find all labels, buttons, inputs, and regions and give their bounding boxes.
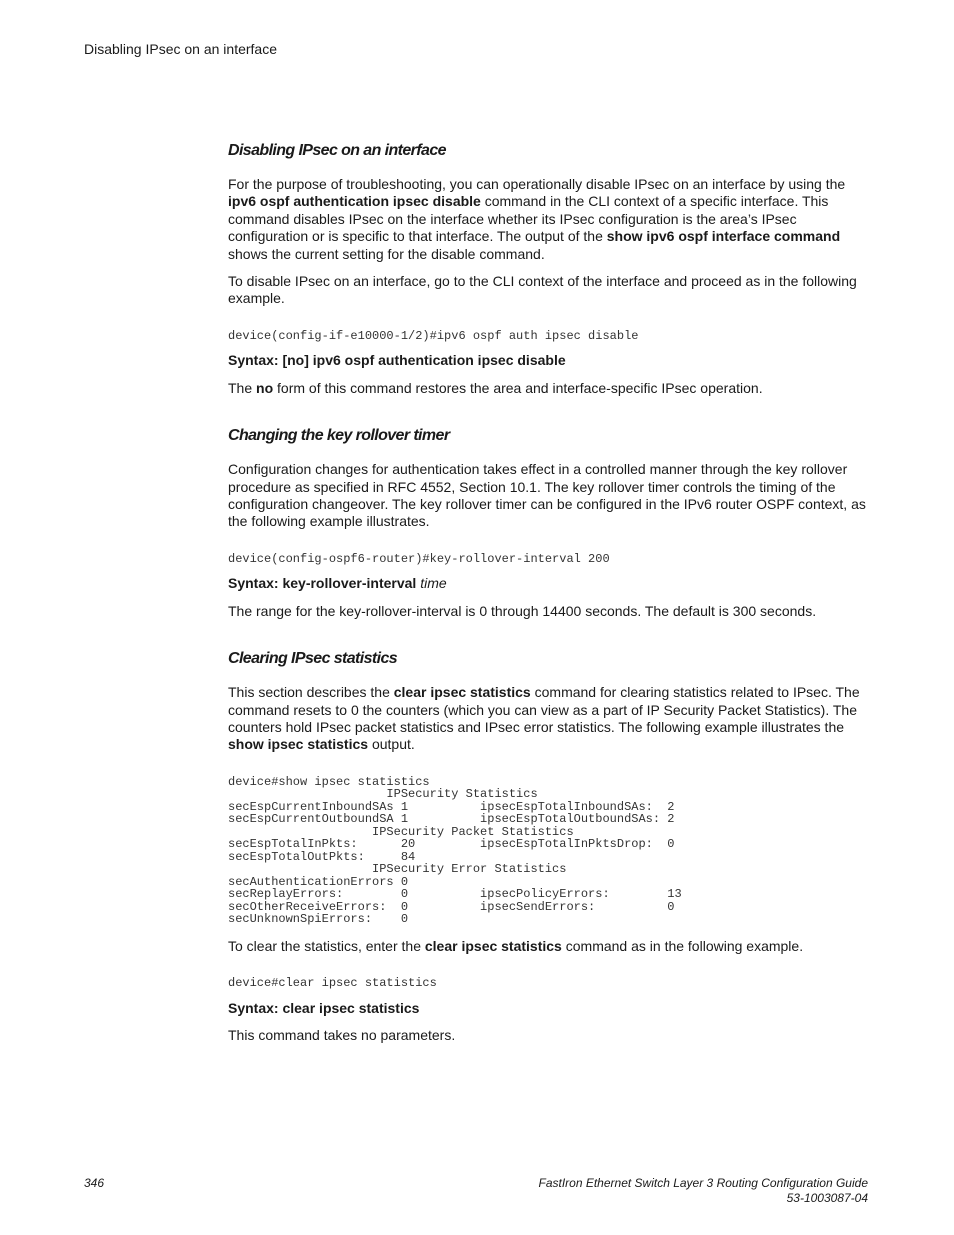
paragraph: [228, 684, 868, 754]
text: For the purpose of troubleshooting, you can operationally disable IPsec on an interface by using the: [228, 176, 846, 192]
text: This section describes the: [228, 684, 394, 701]
syntax-command: Syntax: key-rollover-interval: [228, 575, 417, 592]
paragraph: [228, 380, 868, 397]
syntax-line: [228, 575, 868, 592]
command-name: show ipv6 ospf interface command: [606, 228, 841, 245]
code-example: device#clear ipsec statistics: [228, 976, 437, 991]
text: command in the CLI context of a specific interface. This command disables IPsec on the interface whether its IPsec configuration is the area’s IPsec configuration or is specific to that interface. The output of the: [228, 193, 829, 245]
text: The: [228, 379, 257, 396]
code-example: device(config-ospf6-router)#key-rollover-interval 200: [228, 551, 610, 566]
syntax-line: Syntax: [no] ipv6 ospf authentication ipsec disable: [228, 352, 566, 369]
text: output.: [368, 736, 415, 753]
syntax-parameter: time: [420, 575, 447, 592]
page-content: [228, 140, 868, 1044]
footer-doc-info: [538, 1176, 868, 1206]
keyword: no: [256, 379, 274, 396]
command-name: ipv6 ospf authentication ipsec disable: [228, 193, 481, 210]
text: command as in the following example.: [561, 937, 804, 954]
paragraph: [228, 938, 868, 955]
section-heading-disabling-ipsec: Disabling IPsec on an interface: [228, 142, 446, 159]
code-output-block: device#show ipsec statistics IPSecurity Statistics secEspCurrentInboundSAs 1 ipsecEspTotalInboundSAs: 2 secEspCurrentOutboundSA 1 ipsecEspTotalOutboundSAs: 2 IPSecurity Packet Statistics secEspTotalInPkts: 20 ipsecEspTotalInPktsDrop: 0 secEspTotalOutPkts: 84 IPSecurity Error Statistics secAuthenticationErrors 0 secReplayErrors: 0 ipsecPolicyErrors: 13 secOtherReceiveErrors: 0 ipsecSendErrors: 0 secUnknownSpiErrors: 0: [228, 774, 682, 927]
command-name: clear ipsec statistics: [393, 684, 531, 701]
text: shows the current setting for the disable command.: [228, 245, 545, 262]
paragraph: [228, 176, 868, 263]
command-name: show ipsec statistics: [228, 736, 369, 753]
section-heading-key-rollover: Changing the key rollover timer: [228, 427, 450, 445]
command-name: clear ipsec statistics: [424, 937, 562, 954]
section-heading-clearing-stats: Clearing IPsec statistics: [228, 650, 398, 668]
paragraph: Configuration changes for authentication takes effect in a controlled manner through the key rollover procedure as specified in RFC 4552, Section 10.1. The key rollover timer controls the timing of the configuration changeover. The key rollover timer can be configured in the IPv6 router OSPF context, as the following example illustrates.: [228, 461, 866, 530]
doc-number: 53-1003087-04: [786, 1191, 868, 1205]
guide-title: FastIron Ethernet Switch Layer 3 Routing Configuration Guide: [538, 1176, 868, 1190]
paragraph: The range for the key-rollover-interval is 0 through 14400 seconds. The default is 300 seconds.: [228, 602, 817, 619]
paragraph: To disable IPsec on an interface, go to the CLI context of the interface and proceed as in the following example.: [228, 273, 857, 307]
syntax-line: Syntax: clear ipsec statistics: [228, 999, 420, 1016]
paragraph: This command takes no parameters.: [228, 1027, 456, 1044]
text: command for clearing statistics related to IPsec. The command resets to 0 the counters (which you can view as a part of IP Security Packet Statistics). The counters hold IPsec packet statistics and IPsec error statistics. The following example illustrates the: [228, 684, 860, 735]
page-number: 346: [84, 1176, 105, 1190]
text: form of this command restores the area and interface-specific IPsec operation.: [273, 379, 763, 396]
code-example: device(config-if-e10000-1/2)#ipv6 ospf auth ipsec disable: [228, 328, 639, 343]
running-header: Disabling IPsec on an interface: [84, 41, 277, 57]
text: To clear the statistics, enter the: [228, 937, 425, 954]
